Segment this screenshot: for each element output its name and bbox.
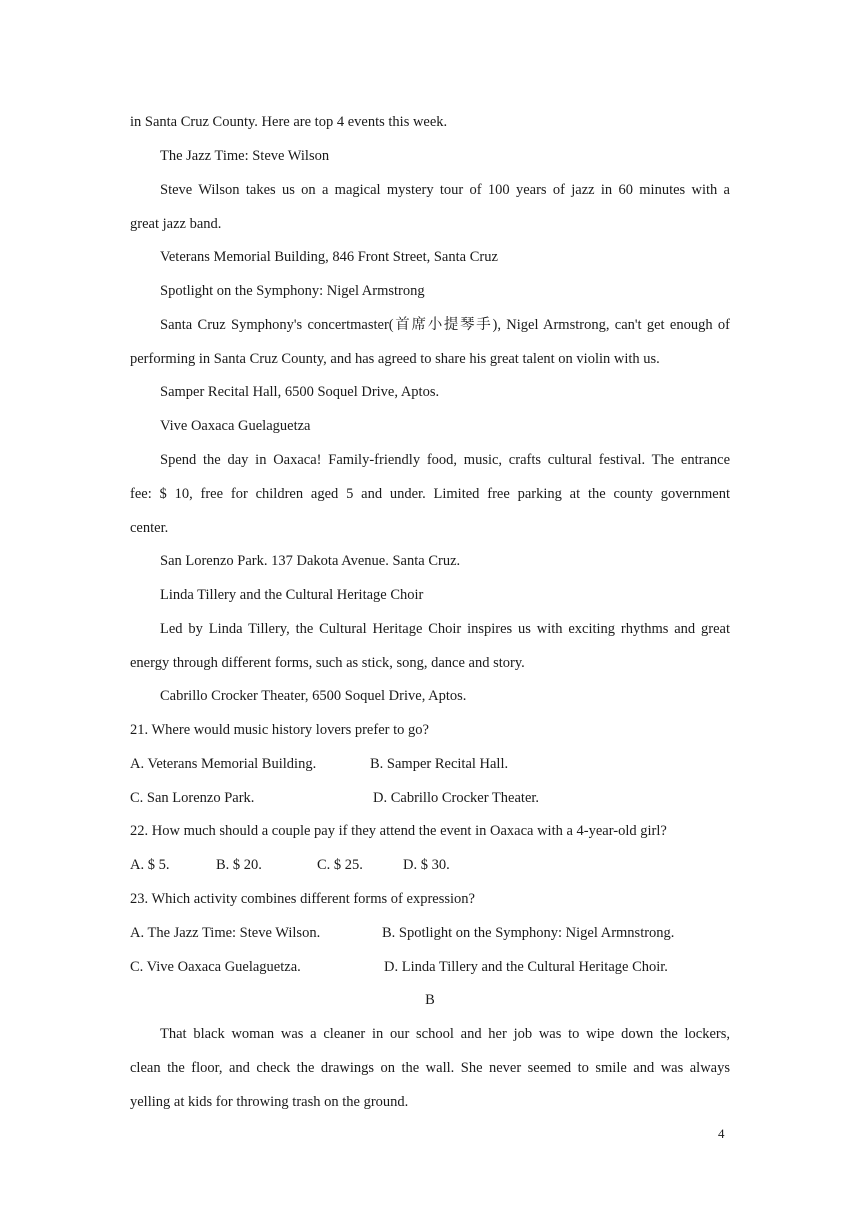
intro-line: in Santa Cruz County. Here are top 4 events this week.: [130, 114, 448, 130]
passage-line: yelling at kids for throwing trash on the ground.: [130, 1094, 409, 1110]
option-c: C. $ 25.: [317, 857, 363, 873]
question-options: [130, 916, 730, 950]
passage-line: clean the floor, and check the drawings on the wall. She never seemed to smile and was always: [130, 1060, 730, 1076]
event-title: Vive Oaxaca Guelaguetza: [160, 418, 311, 434]
event-location: Cabrillo Crocker Theater, 6500 Soquel Drive, Aptos.: [160, 688, 467, 704]
question-options: [130, 950, 730, 984]
option-b: B. Samper Recital Hall.: [370, 756, 509, 772]
event-description: energy through different forms, such as stick, song, dance and story.: [130, 655, 525, 671]
option-c: C. San Lorenzo Park.: [130, 790, 255, 806]
event-location: San Lorenzo Park. 137 Dakota Avenue. Santa Cruz.: [160, 553, 461, 569]
question-stem: 21. Where would music history lovers prefer to go?: [130, 722, 429, 738]
option-a: A. Veterans Memorial Building.: [130, 756, 317, 772]
option-d: D. $ 30.: [403, 857, 450, 873]
event-title: The Jazz Time: Steve Wilson: [160, 148, 330, 164]
event-title: Linda Tillery and the Cultural Heritage Choir: [160, 587, 424, 603]
event-description: Spend the day in Oaxaca! Family-friendly food, music, crafts cultural festival. The entrance: [160, 452, 730, 468]
question-options: [130, 781, 730, 815]
section-heading: B: [425, 992, 435, 1008]
question-options: [130, 747, 730, 781]
question-options: [130, 848, 730, 882]
event-description: center.: [130, 520, 169, 536]
option-a: A. $ 5.: [130, 857, 170, 873]
option-b: B. Spotlight on the Symphony: Nigel Armnstrong.: [382, 925, 675, 941]
document-page: [130, 0, 730, 1216]
event-description: Santa Cruz Symphony's concertmaster(首席小提琴手), Nigel Armstrong, can't get enough of: [160, 317, 730, 333]
event-title: Spotlight on the Symphony: Nigel Armstrong: [160, 283, 425, 299]
event-location: Veterans Memorial Building, 846 Front Street, Santa Cruz: [160, 249, 498, 265]
event-description: great jazz band.: [130, 216, 222, 232]
event-description: performing in Santa Cruz County, and has agreed to share his great talent on violin with us.: [130, 351, 660, 367]
option-b: B. $ 20.: [216, 857, 262, 873]
question-stem: 22. How much should a couple pay if they attend the event in Oaxaca with a 4-year-old girl?: [130, 823, 667, 839]
passage-line: That black woman was a cleaner in our school and her job was to wipe down the lockers,: [160, 1026, 730, 1042]
page-number: 4: [718, 1126, 725, 1141]
event-description: fee: $ 10, free for children aged 5 and under. Limited free parking at the county government: [130, 486, 730, 502]
question-stem: 23. Which activity combines different forms of expression?: [130, 891, 475, 907]
option-c: C. Vive Oaxaca Guelaguetza.: [130, 959, 301, 975]
event-description: Steve Wilson takes us on a magical mystery tour of 100 years of jazz in 60 minutes with a: [160, 182, 730, 198]
event-location: Samper Recital Hall, 6500 Soquel Drive, Aptos.: [160, 384, 440, 400]
option-d: D. Cabrillo Crocker Theater.: [373, 790, 540, 806]
option-d: D. Linda Tillery and the Cultural Heritage Choir.: [384, 959, 668, 975]
event-description: Led by Linda Tillery, the Cultural Heritage Choir inspires us with exciting rhythms and great: [160, 621, 730, 637]
option-a: A. The Jazz Time: Steve Wilson.: [130, 925, 321, 941]
